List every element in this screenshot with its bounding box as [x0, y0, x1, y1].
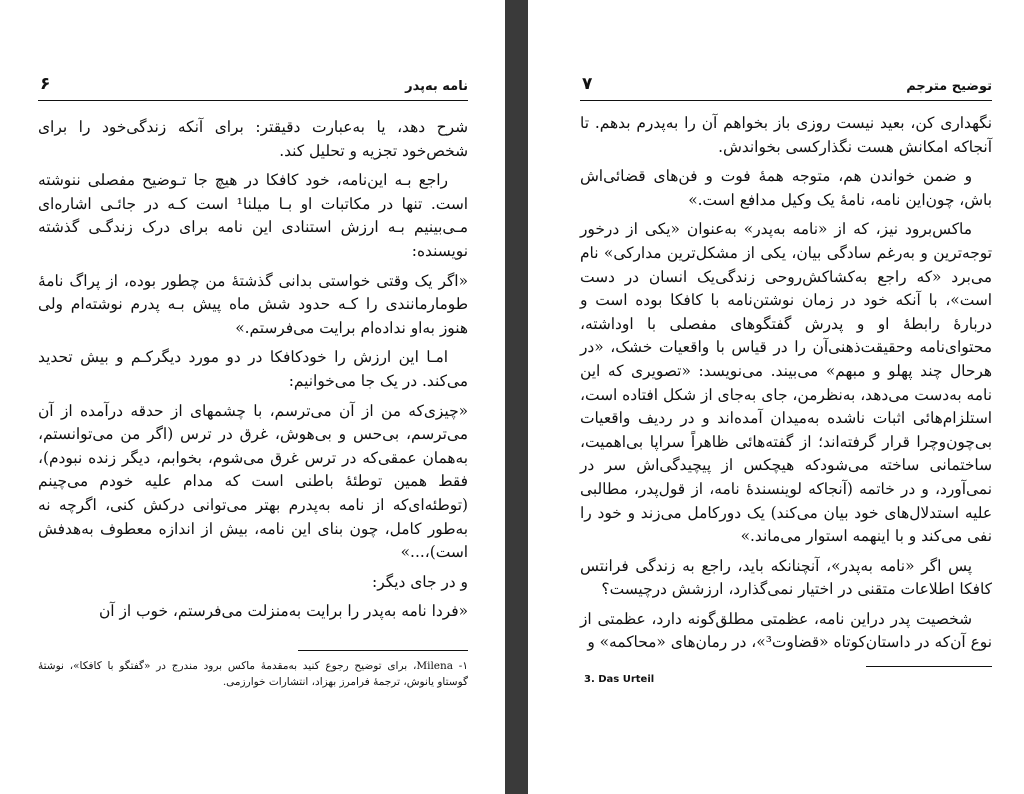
- right-page: [528, 0, 1024, 794]
- quote-paragraph: «اگر یک وقتی خواستی بدانی گذشتهٔ من چطور بوده، از پراگ نامهٔ طومارمانندی را کـه حدود شش ماه پیش بـه پدرم نوشته‌ام ولی هنوز به‌او نداده‌ام برایت می‌فرستم.»: [38, 271, 468, 337]
- footnote: ۱- Milena، برای توضیح رجوع کنید به‌مقدمهٔ ماکس برود مندرج در «گفتگو با کافکا»، نوشتهٔ گوستاو یانوش، ترجمهٔ فرامرز بهزاد، انتشارات خوارزمی.: [38, 660, 469, 688]
- running-title: نامه به‌پدر: [405, 79, 468, 94]
- running-header: [580, 76, 992, 101]
- footnote-divider: [866, 666, 992, 667]
- paragraph: ماکس‌برود نیز، که از «نامه به‌پدر» به‌عنوان «یکی از درخور توجه‌ترین و به‌رغم سادگی بیان، یکی از مشکل‌ترین مدارکی» نام می‌برد «که راجع به‌کشاکش‌روحی زندگی‌یک انسان در دست است»، با آنکه خود در زمان نوشتن‌نامه با کافکا بوده است و دربارهٔ رابطهٔ او و پدرش گفتگوهای مفصلی با اوداشته، محتوای‌نامه وحقیقت‌ذهنی‌آن را در قیاس با واقعیات خشک، «در هرحال چند پهلو و مبهم» می‌بیند. می‌نویسد: «تصویری که این نامه به‌دست می‌دهد، به‌نظرمن، جای به‌جای از شکل افتاده است، استلزام‌هائی اثبات ناشده به‌میدان آمده‌اند و در ردیف واقعیات بی‌چون‌وچرا قرار گرفته‌اند؛ از گفته‌هائی ظاهراً سراپا بی‌اهمیت، ساختمانی ساخته می‌شودکه هیچکس از پیچیدگی‌اش سر در نمی‌آورد، و در خاتمه (آنجاکه لوینسندهٔ نامه، از قول‌پدر، مطالبی علیه استدلال‌های خود بیان می‌کند) یک دورکامل می‌زند و خود را نفی می‌کند و با اینهمه استوار می‌ماند.»: [580, 220, 992, 546]
- book-gutter: [505, 0, 528, 794]
- paragraph: امـا این ارزش را خودکافکا در دو مورد دیگرکـم و بیش تحدید می‌کند. در یک جا می‌خوانیم:: [38, 348, 468, 390]
- running-header: [38, 76, 468, 101]
- footnote-divider: [298, 650, 468, 651]
- quote-paragraph: و ضمن خواندن هم، متوجه همهٔ فوت و فن‌های قضائی‌اش باش، چون‌این نامه، نامهٔ یک وکیل مدافع است.»: [580, 167, 992, 209]
- quote-paragraph: نگهداری کن، بعید نیست روزی باز بخواهم آن را به‌پدرم بدهم. تا آنجاکه امکانش هست نگذارکسی بخواندش.: [580, 114, 992, 156]
- paragraph: پس اگر «نامه به‌پدر»، آنچنانکه باید، راجع به زندگی فرانتس کافکا اطلاعات متقنی در اختیار نمی‌گذارد، ارزشش درچیست؟: [580, 556, 992, 599]
- page-number: ۶: [40, 74, 51, 94]
- left-page: [0, 0, 505, 794]
- paragraph: راجع بـه این‌نامه، خود کافکا در هیچ جا تـوضیح مفصلی ننوشته است. تنها در مکاتبات او بـا میلنا¹ است کـه در جائـی اشاره‌ای مـی‌بینیم بـه ارزش استنادی این نامه برای درک زندگـی گذشته نویسنده:: [38, 171, 468, 260]
- quote-paragraph: «فردا نامه به‌پدر را برایت به‌منزلت می‌فرستم، خوب از آن: [98, 602, 468, 621]
- paragraph: شرح دهد، یا به‌عبارت دقیقتر: برای آنکه زندگی‌خود را برای شخص‌خود تجزیه و تحلیل کند.: [38, 118, 468, 160]
- running-title: توضیح مترجم: [906, 79, 992, 94]
- quote-paragraph: «چیزی‌که من از آن می‌ترسم، با چشمهای از حدقه درآمده از آن می‌ترسم، بی‌حس و بی‌هوش، غرق در ترس (اگر من می‌توانستم، به‌همان عمقی‌که در ترس غرق می‌شوم، بخوابم، دیگر زنده نبودم)، فقط همین توطئهٔ باطنی است که مدام علیه خودم می‌چینم (توطئه‌ای‌که از نامه به‌پدرم بهتر می‌توانی درکش کنی، اگرچه نه به‌طور کامل، چون بنای این نامه، بیش از اندازه معطوف به‌هدفش است)،...»: [38, 401, 468, 562]
- footnote: 3. Das Urteil: [584, 674, 655, 685]
- page-body: [38, 116, 468, 630]
- paragraph: شخصیت پدر دراین نامه، عظمتی مطلق‌گونه دارد، عظمتی از نوع آن‌که در داستان‌کوتاه «قضاوت³»، در رمان‌های «محاکمه» و: [580, 609, 992, 652]
- page-body: [580, 112, 992, 661]
- page-number: ۷: [582, 74, 593, 94]
- paragraph: و در جای دیگر:: [372, 572, 468, 591]
